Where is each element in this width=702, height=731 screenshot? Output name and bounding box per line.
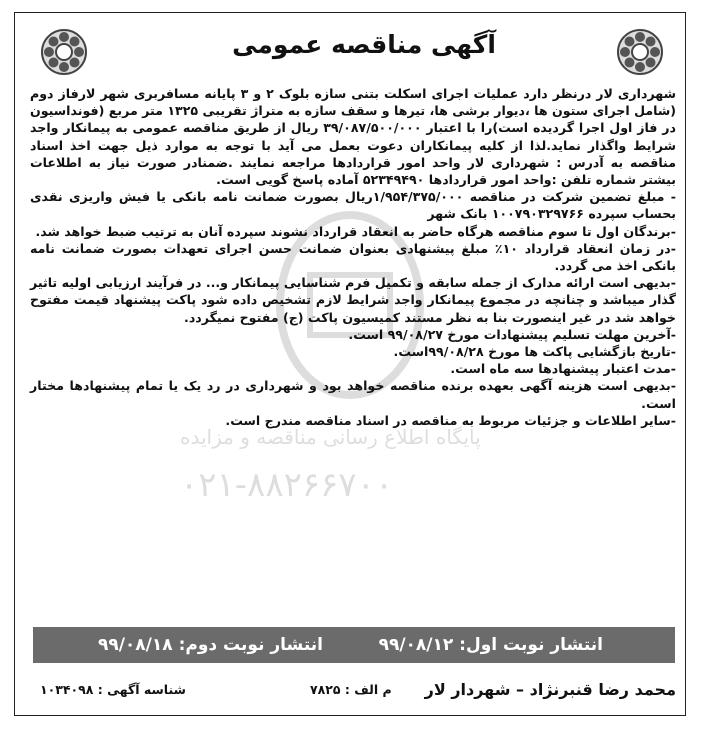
publish-second: انتشار نوبت دوم: ۹۹/۰۸/۱۸ xyxy=(97,635,323,655)
validity-item: -مدت اعتبار پیشنهادها سه ماه است. xyxy=(450,361,676,377)
publish-first: انتشار نوبت اول: ۹۹/۰۸/۱۲ xyxy=(378,635,603,655)
cost-item: -بدیهی است هزینه آگهی بعهده برنده مناقصه خواهد بود و شهرداری در رد یک یا تمام پیشنهادها مختار است. xyxy=(30,378,676,411)
deadline-item: -آخرین مهلت تسلیم پیشنهادات مورخ ۹۹/۰۸/۲۷ است. xyxy=(348,326,676,342)
notice-body xyxy=(30,85,676,429)
winners-item: -برندگان اول تا سوم مناقصه هرگاه حاضر به انعقاد قرارداد نشوند سپرده آنان به ترتیب ضبط خواهد شد. xyxy=(35,223,676,239)
guarantee-item: - مبلغ تضمین شرکت در مناقصه ۱/۹۵۴/۳۷۵/۰۰۰ریال بصورت ضمانت نامه بانکی یا فیش واریزی نقدی بحساب سپرده ۱۰۰۷۹۰۳۲۹۷۶۶ بانک شهر xyxy=(30,189,676,222)
watermark-text: پایگاه اطلاع رسانی مناقصه و مزایده xyxy=(180,425,481,449)
opening-item: -تاریخ بازگشایی پاکت ها مورخ ۹۹/۰۸/۲۸است. xyxy=(393,344,676,360)
publish-dates-band xyxy=(33,627,675,663)
notice-header xyxy=(14,22,688,80)
notice-footer xyxy=(30,670,676,706)
watermark-phone: ۰۲۱-۸۸۲۶۶۷۰۰ xyxy=(180,465,394,505)
intro-paragraph: شهرداری لار درنظر دارد عملیات اجرای اسکلت بتنی سازه بلوک ۲ و ۳ پایانه مسافربری شهر لارفاز دوم (شامل اجرای ستون ها ،دیوار برشی ها، تیرها و سقف سازه به متراژ تقریبی ۱۳۲۵ متر مربع (فونداسیون در فاز اول اجرا گردیده است)را با اعتبار ۳۹/۰۸۷/۵۰۰/۰۰۰ ریال از طریق مناقصه عمومی به پیمانکار واجد شرایط واگذار نماید.لذا از کلیه پیمانکاران دعوت بعمل می آید با توجه به موارد ذیل جهت اخذ اسناد مناقصه به آدرس : شهرداری لار واحد امور قراردادها مراجعه نمایند .ضمنادر صورت نیاز به اطلاعات بیشتر شماره تلفن :واحد امور قراردادها ۵۲۳۴۹۴۹۰ آماده پاسخ گویی است. xyxy=(30,86,677,188)
reference-code: م الف : ۷۸۲۵ xyxy=(310,682,392,697)
other-item: -سایر اطلاعات و جزئیات مربوط به مناقصه در اسناد مناقصه مندرج است. xyxy=(225,412,676,428)
municipality-emblem-icon xyxy=(40,28,88,76)
notice-title: آگهی مناقصه عمومی xyxy=(232,30,496,59)
ad-id: شناسه آگهی : ۱۰۳۴۰۹۸ xyxy=(40,682,186,697)
evaluation-item: -بدیهی است ارائه مدارک از جمله سابقه و تکمیل فرم شناسایی پیمانکار و... در فرآیند ارزیابی اولیه تاثیر گذار میباشد و چنانچه در مجموع پیمانکار واجد شرایط لازم تشخیص داده شود پاکت پیشنهاد قیمت مفتوح خواهد شد در غیر اینصورت بنا به نظر مستند کمیسیون پاکت (ج) مفتوح نمیگردد. xyxy=(30,275,676,325)
municipality-emblem-icon xyxy=(616,28,664,76)
signer: محمد رضا قنبرنژاد – شهردار لار xyxy=(424,680,676,699)
contract-item: -در زمان انعقاد قرارداد ۱۰٪ مبلغ پیشنهادی بعنوان ضمانت حسن اجرای تعهدات بصورت ضمانت نامه بانکی اخذ می گردد. xyxy=(30,240,676,274)
